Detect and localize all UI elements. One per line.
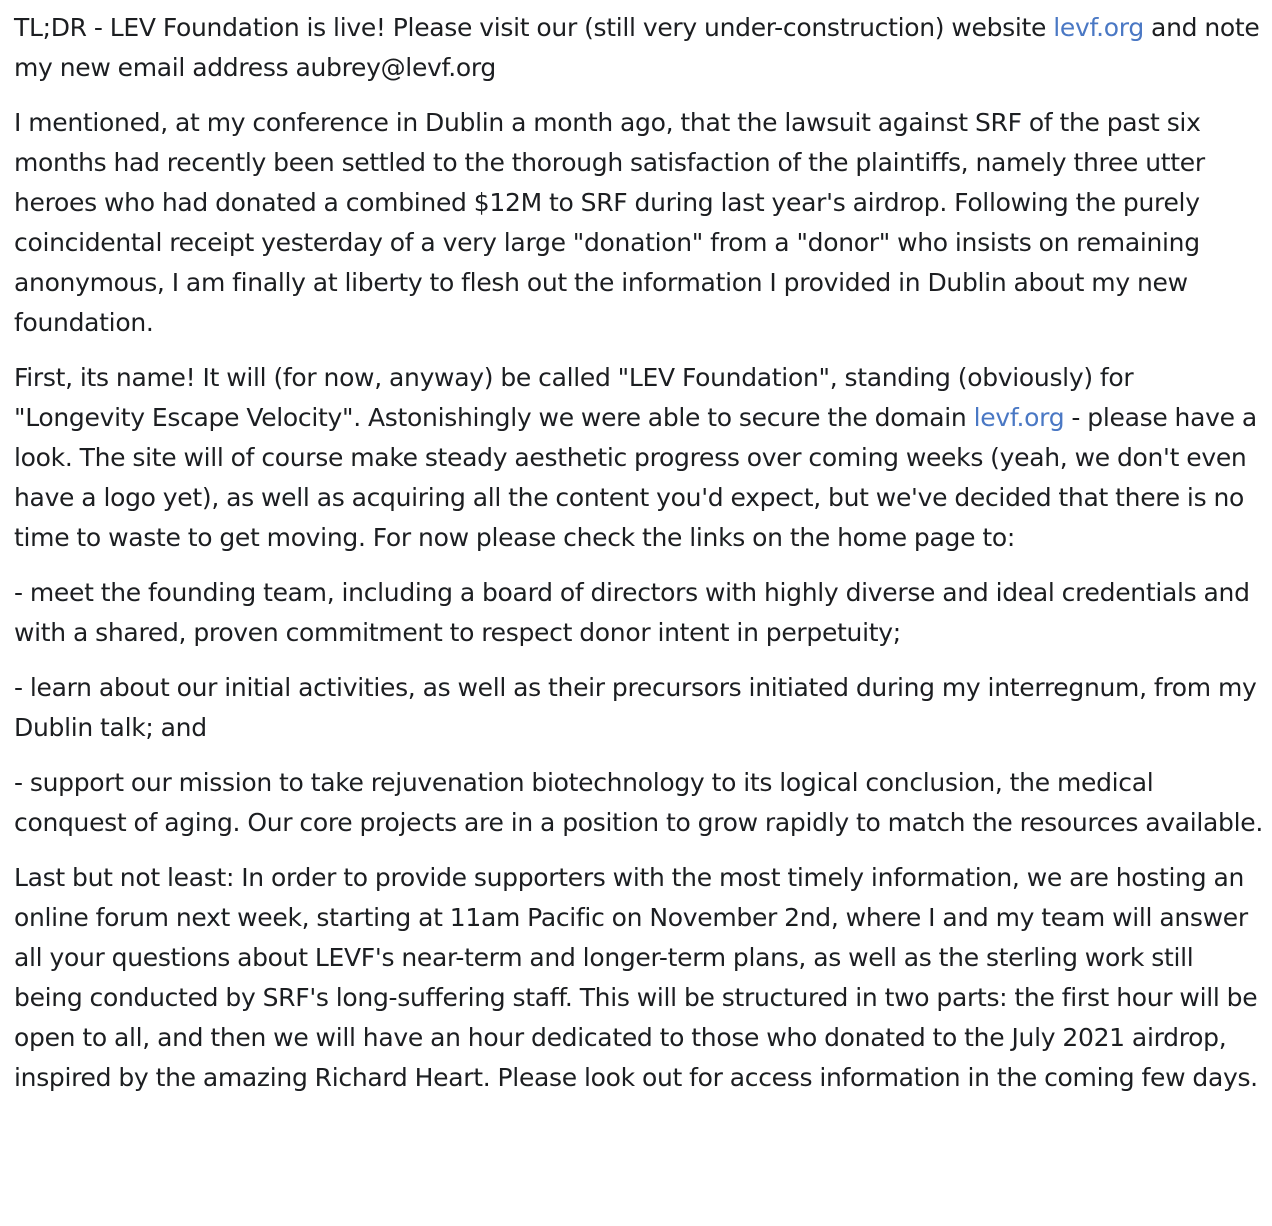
list-item-team: - meet the founding team, including a board of directors with highly diverse and ideal credentials and with a shared, proven commitment to respect donor intent in perpetuity; [14,578,1250,647]
list-item-activities: - learn about our initial activities, as well as their precursors initiated during my interregnum, from my Dublin talk; and [14,673,1257,742]
post-body [14,8,1264,1098]
paragraph-lawsuit: I mentioned, at my conference in Dublin a month ago, that the lawsuit against SRF of the past six months had recently been settled to the thorough satisfaction of the plaintiffs, namely three utter heroes who had donated a combined $12M to SRF during last year's airdrop. Following the purely coincidental receipt yesterday of a very large "donation" from a "donor" who insists on remaining anonymous, I am finally at liberty to flesh out the information I provided in Dublin about my new foundation. [14,108,1205,337]
name-text-continued: - please have a look. The site will of course make steady aesthetic progress over coming weeks (yeah, we don't even have a logo yet), as well as acquiring all the content you'd expect, but we've decided that there is no time to waste to get moving. For now please check the links on the home page to: [14,403,1257,552]
tldr-text: TL;DR - LEV Foundation is live! Please visit our (still very under-construction) website [14,13,1054,42]
paragraph-name [14,358,1264,558]
list-item-support: - support our mission to take rejuvenation biotechnology to its logical conclusion, the medical conquest of aging. Our core projects are in a position to grow rapidly to match the resources available. [14,768,1263,837]
paragraph-forum: Last but not least: In order to provide supporters with the most timely information, we are hosting an online forum next week, starting at 11am Pacific on November 2nd, where I and my team will answer all your questions about LEVF's near-term and longer-term plans, as well as the sterling work still being conducted by SRF's long-suffering staff. This will be structured in two parts: the first hour will be open to all, and then we will have an hour dedicated to those who donated to the July 2021 airdrop, inspired by the amazing Richard Heart. Please look out for access information in the coming few days. [14,863,1258,1092]
levf-domain-link[interactable]: levf.org [973,403,1065,432]
name-text: First, its name! It will (for now, anyway) be called "LEV Foundation", standing (obviously) for "Longevity Escape Velocity". Astonishingly we were able to secure the domain [14,363,1134,432]
levf-link[interactable]: levf.org [1053,13,1144,42]
tldr-email-text: and note my new email address aubrey@levf.org [14,13,1260,82]
paragraph-tldr [14,8,1264,88]
